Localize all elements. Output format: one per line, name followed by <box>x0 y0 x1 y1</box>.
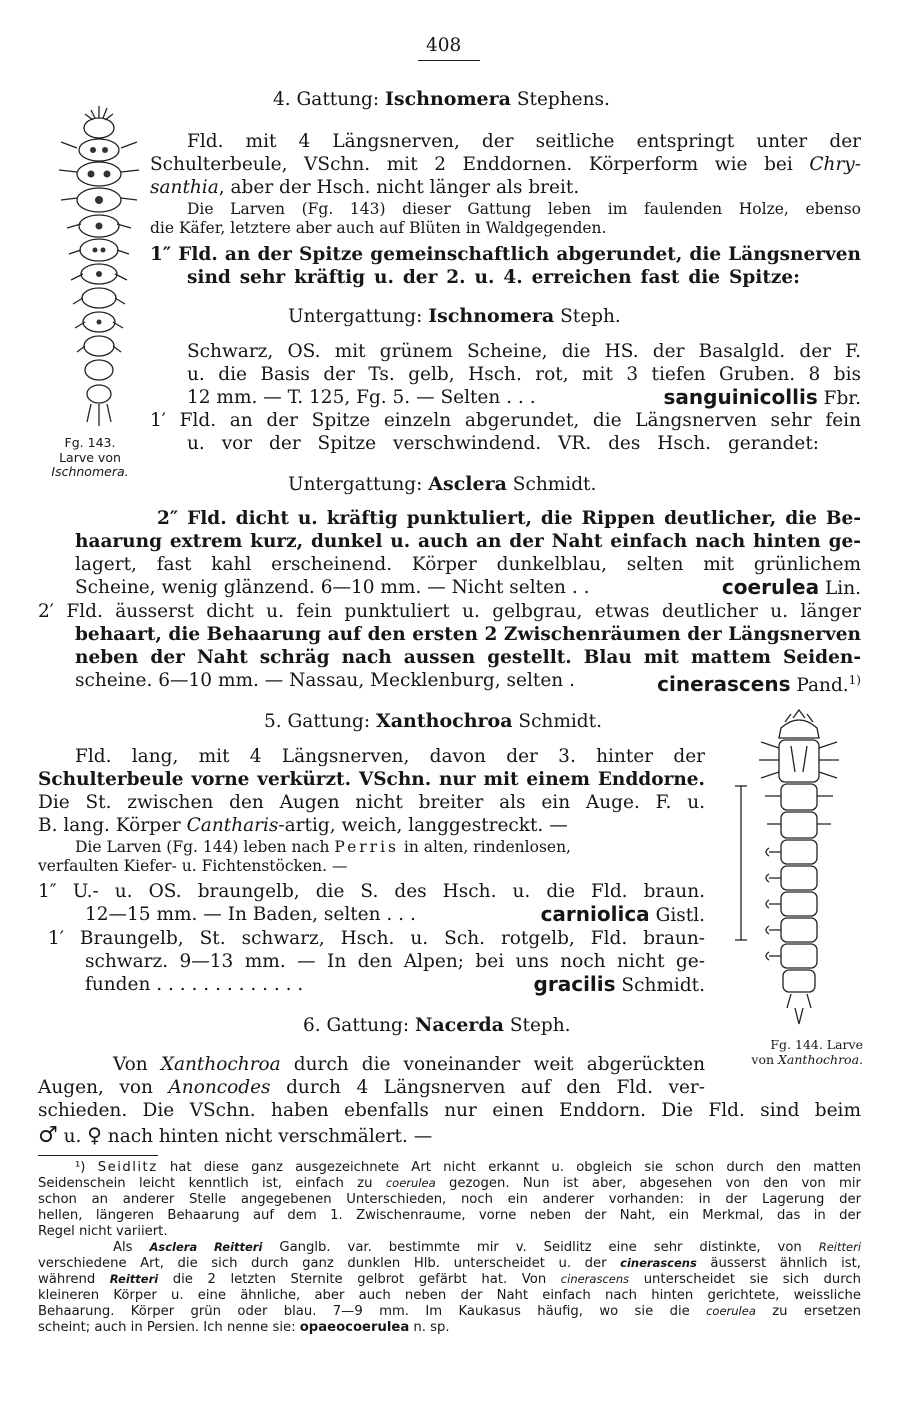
xantho-couplet-1b-line-2: schwarz. 9—13 mm. — In den Alpen; bei uns noch nicht ge- <box>85 951 705 972</box>
couplet-2a-line-1: 2″ Fld. dicht u. kräftig punktuliert, die Rippen deutlicher, die Be- <box>157 508 861 529</box>
footnote-1-line-5: Regel nicht variiert. <box>38 1224 168 1239</box>
genus-4-larvae-note-1: Die Larven (Fg. 143) dieser Gattung leben im faulenden Holze, ebenso <box>187 200 861 218</box>
larva-ischnomera-figure <box>55 104 145 434</box>
footnote-2-line-1: Als Asclera Reitteri Ganglb. var. bestimmte mir v. Seidlitz eine sehr distinkte, von Reitteri <box>113 1240 862 1255</box>
subgenus-ischnomera-heading: Untergattung: Ischnomera Steph. <box>288 305 621 327</box>
species-sanguinicollis-line-1: Schwarz, OS. mit grünem Scheine, die HS. der Basalgld. der F. <box>187 341 861 362</box>
genus-5-larvae-note-2: verfaulten Kiefer- u. Fichtenstöcken. — <box>38 857 348 875</box>
species-name-coerulea: coerulea <box>721 575 820 599</box>
figure-143-label: Fg. 143. <box>64 435 116 450</box>
figure-144-caption <box>733 1038 863 1067</box>
genus-6-intro-line-1: Von Xanthochroa durch die voneinander weit abgerückten <box>113 1054 705 1075</box>
genus-5-larvae-note-1: Die Larven (Fg. 144) leben nach Perris in alten, rindenlosen, <box>75 838 571 856</box>
couplet-2a-line-3: lagert, fast kahl erscheinend. Körper dunkelblau, selten mit grünlichem <box>75 554 861 575</box>
species-name-cinerascens: cinerascens <box>657 672 791 697</box>
xantho-couplet-1b-line-1: 1′ Braungelb, St. schwarz, Hsch. u. Sch. rotgelb, Fld. braun- <box>48 928 705 949</box>
couplet-1a-line-2: sind sehr kräftig u. der 2. u. 4. erreichen fast die Spitze: <box>187 267 800 288</box>
footnote-marker: 1) <box>848 673 861 687</box>
footnote-1-line-1: ¹) Seidlitz hat diese ganz ausgezeichnete Art nicht erkannt u. obgleich sie schon durch den matten <box>75 1160 862 1175</box>
figure-144-label: Fg. 144. Larve <box>770 1037 863 1052</box>
couplet-2b-line-3: neben der Naht schräg nach aussen gestellt. Blau mit mattem Seiden- <box>75 647 861 668</box>
species-sanguinicollis-line-3: 12 mm. — T. 125, Fg. 5. — Selten . . . sanguinicollis Fbr. <box>187 385 861 409</box>
male-symbol: ♂ <box>38 1123 58 1148</box>
figure-143-line2: Larve von <box>59 449 121 465</box>
genus-5-intro-line-1: Fld. lang, mit 4 Längsnerven, davon der 3. hinter der <box>75 746 705 767</box>
figure-143-caption <box>49 436 131 480</box>
female-symbol: ♀ <box>87 1123 102 1147</box>
species-name-gracilis: gracilis <box>533 972 616 996</box>
subgenus-asclera-heading: Untergattung: Asclera Schmidt. <box>288 473 597 495</box>
couplet-1a-line-1: 1″ Fld. an der Spitze gemeinschaftlich abgerundet, die Längsnerven <box>150 244 861 265</box>
genus-heading-4: 4. Gattung: Ischnomera Stephens. <box>273 88 610 110</box>
genus-heading-5: 5. Gattung: Xanthochroa Schmidt. <box>264 710 602 732</box>
page-number: 408 <box>426 35 462 56</box>
genus-6-intro-line-3: schieden. Die VSchn. haben ebenfalls nur einen Enddorn. Die Fld. sind beim <box>38 1100 861 1121</box>
couplet-2b-line-2: behaart, die Behaarung auf den ersten 2 Zwischenräumen der Längsnerven <box>75 624 861 645</box>
genus-4-intro-line-3: santhia, aber der Hsch. nicht länger als breit. <box>150 177 580 198</box>
genus-4-intro-line-2: Schulterbeule, VSchn. mit 2 Enddornen. Körperform wie bei Chry- <box>150 154 861 175</box>
genus-6-intro-line-4: ♂ u. ♀ nach hinten nicht verschmälert. — <box>38 1123 433 1148</box>
genus-heading-6: 6. Gattung: Nacerda Steph. <box>303 1014 571 1036</box>
footnote-1-line-2: Seidenschein leicht kenntlich ist, einfach zu coerulea gezogen. Nun ist aber, abgesehen von den von mir <box>38 1176 861 1191</box>
footnote-2-line-3: während Reitteri die 2 letzten Sternite gelbrot gefärbt hat. Von cinerascens unterscheidet sie sich durch <box>38 1272 861 1287</box>
footnote-1-line-4: hellen, längeren Behaarung auf dem 1. Zwischenraume, vorne neben der Naht, ein Merkmal, das in der <box>38 1208 861 1223</box>
footnote-2-line-2: verschiedene Art, die sich durch ganz dunklen Hlb. unterscheidet u. der cinerascens äusserst ähnlich ist, <box>38 1256 861 1271</box>
footnote-2-line-5: Behaarung. Körper grün oder blau. 7—9 mm. Im Kaukasus häufig, wo sie die coerulea zu ersetzen <box>38 1304 861 1319</box>
footnote-rule <box>38 1155 158 1156</box>
figure-143-genus: Ischnomera. <box>51 464 129 479</box>
footnote-2-line-6: scheint; auch in Persien. Ich nenne sie: opaeocoerulea n. sp. <box>38 1320 450 1335</box>
couplet-2b-line-1: 2′ Fld. äusserst dicht u. fein punktuliert u. gelbgrau, etwas deutlicher u. länger <box>38 601 861 622</box>
couplet-2a-line-2: haarung extrem kurz, dunkel u. auch an der Naht einfach nach hinten ge- <box>75 531 861 552</box>
couplet-2b-line-4: scheine. 6—10 mm. — Nassau, Mecklenburg, selten . cinerascens Pand.$^{1)}$ <box>75 670 861 697</box>
larva-xanthochroa-figure <box>735 708 865 1030</box>
genus-4-larvae-note-2: die Käfer, letztere aber auch auf Blüten in Waldgegenden. <box>150 219 607 237</box>
species-name-sanguinicollis: sanguinicollis <box>663 385 818 409</box>
genus-5-intro-line-3: Die St. zwischen den Augen nicht breiter als ein Auge. F. u. <box>38 792 705 813</box>
genus-4-intro-line-1: Fld. mit 4 Längsnerven, der seitliche entspringt unter der <box>187 131 861 152</box>
couplet-2a-line-4: Scheine, wenig glänzend. 6—10 mm. — Nicht selten . . coerulea Lin. <box>75 575 861 599</box>
genus-5-intro-line-2: Schulterbeule vorne verkürzt. VSchn. nur mit einem Enddorne. <box>38 769 705 790</box>
page-number-rule <box>418 60 480 61</box>
couplet-1b-line-1: 1′ Fld. an der Spitze einzeln abgerundet, die Längsnerven sehr fein <box>150 410 861 431</box>
xantho-couplet-1a-line-1: 1″ U.- u. OS. braungelb, die S. des Hsch. u. die Fld. braun. <box>38 881 705 902</box>
couplet-1b-line-2: u. vor der Spitze verschwindend. VR. des Hsch. gerandet: <box>187 433 819 454</box>
xantho-couplet-1b-line-3: funden . . . . . . . . . . . . . gracilis Schmidt. <box>85 972 705 996</box>
genus-5-intro-line-4: B. lang. Körper Cantharis-artig, weich, langgestreckt. — <box>38 815 568 836</box>
species-sanguinicollis-line-2: u. die Basis der Ts. gelb, Hsch. rot, mit 3 tiefen Gruben. 8 bis <box>187 364 861 385</box>
species-name-carniolica: carniolica <box>540 902 650 926</box>
xantho-couplet-1a-line-2: 12—15 mm. — In Baden, selten . . . carniolica Gistl. <box>85 902 705 926</box>
footnote-1-line-3: schon an anderer Stelle angegebenen Unterschieden, noch ein anderer vorhanden: in der Lagerung der <box>38 1192 861 1207</box>
new-species-name: opaeocoerulea <box>299 1320 410 1335</box>
genus-6-intro-line-2: Augen, von Anoncodes durch 4 Längsnerven auf den Fld. ver- <box>38 1077 705 1098</box>
figure-144-line2: von Xanthochroa. <box>751 1051 863 1067</box>
footnote-2-line-4: kleineren Körper u. eine ähnliche, aber auch neben der Naht einfach nach hinten gerichtete, weissliche <box>38 1288 861 1303</box>
